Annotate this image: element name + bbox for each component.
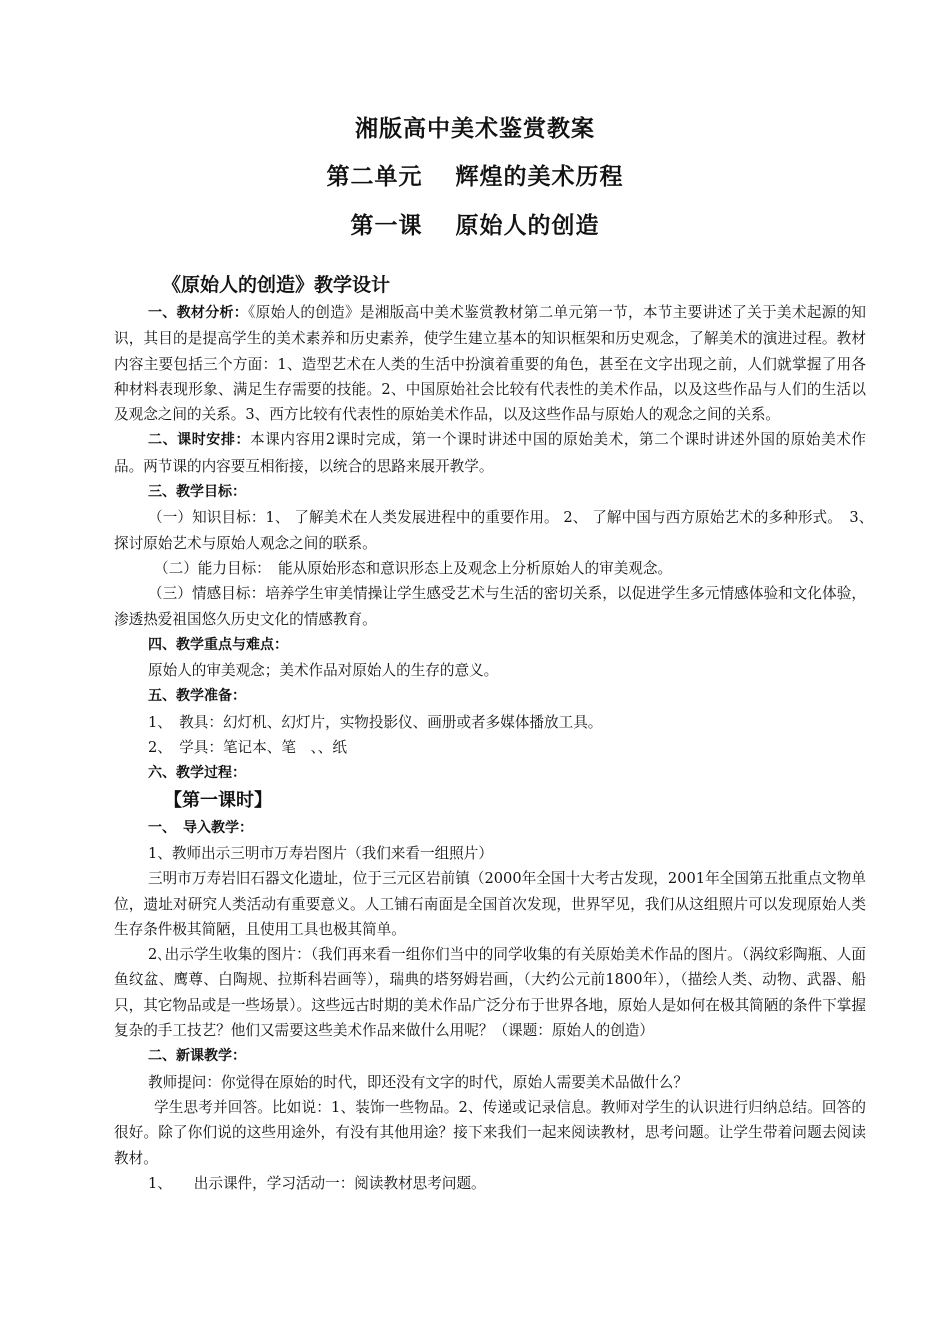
- intro-heading: 一、 导入教学：: [148, 819, 253, 836]
- new-lesson-heading: 二、新课教学：: [148, 1048, 246, 1065]
- goal-emotion: （三）情感目标：培养学生审美情操让学生感受艺术与生活的密切关系，以促进学生多元情感体验和文化体验，渗透热爱祖国悠久历史文化的情感教育。: [114, 585, 866, 628]
- intro-item-2: 2､出示学生收集的图片：（我们再来看一组你们当中的同学收集的有关原始美术作品的图片。（涡纹彩陶瓶、人面鱼纹盆、鹰尊、白陶规、拉斯科岩画等），瑞典的塔努姆岩画，（大约公元前1800年），（描绘人类、动物、武器、船只，其它物品或是一些场景）。这些远古时期的美术作品广泛分布于世界各地，原始人是如何在极其简陋的条件下掌握复杂的手工技艺？他们又需要这些美术作品来做什么用呢？（课题：原始人的创造）: [114, 946, 866, 1040]
- goal-ability: （二）能力目标： 能从原始形态和意识形态上及观念上分析原始人的审美观念。: [154, 559, 673, 577]
- first-lesson-heading: 【第一课时】: [164, 789, 272, 811]
- analysis-paragraph: [114, 300, 866, 427]
- lesson-title: 第一课 原始人的创造: [350, 213, 600, 239]
- document-title: 湘版高中美术鉴赏教案: [355, 116, 595, 142]
- focus-text: 原始人的审美观念；美术作品对原始人的生存的意义。: [148, 662, 499, 680]
- prep-heading-line: [114, 683, 866, 709]
- unit-title: 第二单元 辉煌的美术历程: [326, 164, 624, 190]
- analysis-heading: 一、教材分析：: [148, 305, 249, 321]
- schedule-text: 本课内容用2课时完成，第一个课时讲述中国的原始美术，第二个课时讲述外国的原始美术作品。两节课的内容要互相衔接，以统合的思路来展开教学。: [114, 431, 866, 475]
- goals-heading: 三、教学目标：: [148, 484, 246, 501]
- intro-paragraph-1: 三明市万寿岩旧石器文化遗址，位于三元区岩前镇（2000年全国十大考古发现，2001年全国第五批重点文物单位，遗址对研究人类活动有重要意义。人工铺石南面是全国首次发现，世界罕见，我们从这组照片可以发现原始人类生存条件极其简陋，且使用工具也极其简单。: [114, 870, 866, 938]
- schedule-heading: 二、课时安排：: [148, 432, 251, 449]
- goals-heading-line: [114, 479, 866, 505]
- intro-heading-line: [114, 815, 866, 841]
- schedule-paragraph: [114, 427, 866, 479]
- new-lesson-heading-line: [114, 1043, 866, 1069]
- prep-item-2: 2、 学具：笔记本、笔 、、纸: [148, 739, 347, 757]
- activity-item-1: 1、 出示课件，学习活动一：阅读教材思考问题。: [148, 1174, 486, 1192]
- analysis-text: 《原始人的创造》是湘版高中美术鉴赏教材第二单元第一节，本节主要讲述了关于美术起源的知识，其目的是提高学生的美术素养和历史素养，使学生建立基本的知识框架和历史观念，了解美术的演进过程。教材内容主要包括三个方面：1、造型艺术在人类的生活中扮演着重要的角色，甚至在文字出现之前，人们就掌握了用各种材料表现形象、满足生存需要的技能。2、中国原始社会比较有代表性的美术作品，以及这些作品与人们的生活以及观念之间的关系。3、西方比较有代表性的原始美术作品，以及这些作品与原始人的观念之间的关系。: [114, 304, 866, 424]
- teacher-question: 教师提问：你觉得在原始的时代，即还没有文字的时代，原始人需要美术品做什么？: [148, 1073, 688, 1091]
- prep-heading: 五、教学准备：: [148, 688, 246, 705]
- process-heading: 六、教学过程：: [148, 765, 246, 782]
- focus-heading: 四、教学重点与难点：: [148, 636, 288, 653]
- process-heading-line: [114, 760, 866, 786]
- student-answer: 学生思考并回答。比如说：1、装饰一些物品。2、传递或记录信息。教师对学生的认识进行归纳总结。回答的很好。除了你们说的这些用途外，有没有其他用途？接下来我们一起来阅读教材，思考问题。让学生带着问题去阅读教材。: [114, 1098, 866, 1167]
- goal-knowledge: （一）知识目标：1、 了解美术在人类发展进程中的重要作用。 2、 了解中国与西方原始艺术的多种形式。 3、 探讨原始艺术与原始人观念之间的联系。: [114, 509, 881, 552]
- design-title: 《原始人的创造》教学设计: [162, 274, 391, 296]
- focus-heading-line: [114, 632, 866, 658]
- prep-item-1: 1、 教具：幻灯机、幻灯片，实物投影仪、画册或者多媒体播放工具。: [148, 713, 603, 731]
- document-body: [114, 300, 881, 1196]
- intro-item-1: 1、教师出示三明市万寿岩图片（我们来看一组照片）: [148, 844, 493, 862]
